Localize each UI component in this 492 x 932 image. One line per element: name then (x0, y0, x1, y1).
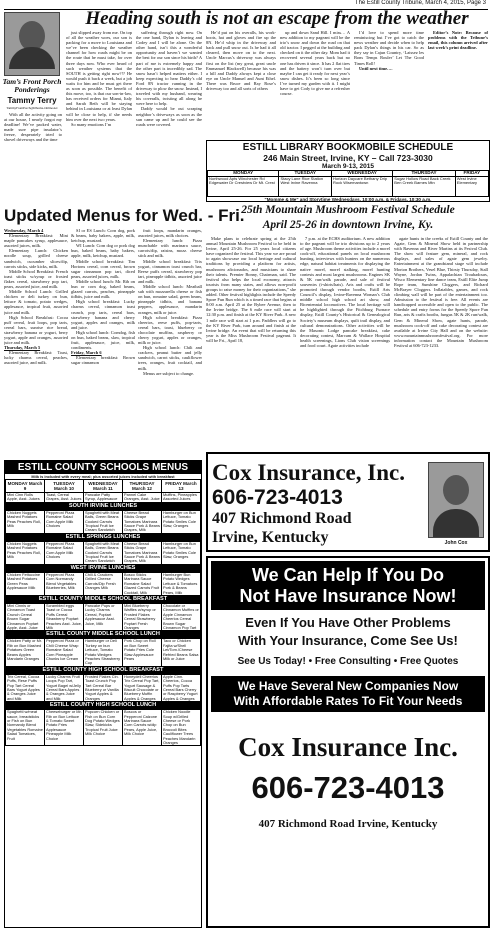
menu-cell: Pepperoni Pizza Corn Normandy Blend Vegetables Blueberries, Milk (45, 572, 84, 595)
menu-cell: Chicken Nuggets Mashed Potatoes Peas Peaches Roll, Milk (6, 541, 45, 564)
paragraph: So many emotions I’m (71, 121, 112, 127)
menu-cell: Lucky Charms Fruit Loops Pop Tart, Yogurt Bagel w/Jelly Cereal Bars Apples & Oranges Juice and Milk (45, 674, 84, 701)
paragraph: I’d love to spend more time reminiscing but I’ve got to catch the news weather and decide when to help pack Dylan’s things in his car. So as they say in Cajun Country, ‘Laissez les Bons Temps Rouler’ Let The Good Times Roll! (354, 30, 424, 66)
menu-cell: Hamburger on Bun Lettuce, Tomato Potato Smiles Cole Slaw, Oranges (162, 510, 201, 533)
ad1-photo-caption: John Cox (444, 540, 468, 546)
menu-section-title: ESTILL COUNTY MIDDLE SCHOOL BREAKFAST (6, 595, 201, 603)
menu-day: TUESDAY March 10 (45, 480, 84, 493)
menu-date-heading: Thursday, March 5 (4, 345, 41, 351)
menus-col3 (138, 228, 202, 460)
stops-tuesday: Stacy Lane Rice Station West Irvine Ravenna (279, 176, 332, 196)
menu-section-title: SOUTH IRVINE LUNCHES (6, 502, 201, 510)
ad2-line3: Even If You Have Other Problems (245, 615, 451, 630)
menu-section-title: ESTILL COUNTY HIGH SCHOOL LUNCH (6, 702, 201, 710)
bookmobile-footnote: "Momme & Me" and Storytime Wednesdays, 10:00 a.m. & Fridays, 10:30 a.m. (264, 196, 432, 202)
paragraph: Make plans to celebrate spring at the 25th annual Mountain Mushroom Festival to be held in Irvine, April 25-26. For 25 years local citizens have organized the festival. This year we are proud to again showcase our local heritage and cultural traditions by providing a platform for artists, mushroom aficionados, and musicians to share their talents. Premier Bonny, Chairman, said. The festival also helps the local economy, attracts tourists from many states, and allows non-profit groups to raise money for their organizations,” she added. Other festival highlights include the Speedy Spore Fun Run which is a timed race that begins at 8:00 a.m. April 25 at the Bybee Avenue, then to the Irvine bridge. The 6 mile race will start at 12:30 p.m. and finish at the KY River Park. A new 1 mile race will start at 1 p.m. Paddlers will go to the KY River Park, turn around and finish at the Irvine bridge. An event that will be returning this year is the Miss Mushroom Festival pageant. It will be Fri., April 18, (206, 236, 296, 343)
menu-cell: Spaghetti with Meat Balls, Green Beans Cooked Carrots Tropical Fruit Ice Cream Sandwich (84, 510, 123, 533)
day-friday: FRIDAY (455, 171, 488, 177)
paragraph: agate hunts in the creeks of Estill County and the Agate, Gem & Mineral Show held in partnership with Ravenna and River Martins at its Fesival Club. The show will feature gem, mineral, and rock displays, and sales of agate gem jewelry. Entertainment at the grandstand stage will include Morton Brothers, Vesel Blue, Thirsty Thursday, Stall Wayne, Jordan Twins, Appalachian Troubadours, Wisco Elementary line dance team, Estill Elite Jump Rope team, Sunshine Cloggers, and Richard McBrayer Cloggers. Inflatables, games, and rock climbing wall will be part of the entertainment too. Admission to the festival is free. All events are handicapped accessible and open to the public. The schedule and entry forms for the Speedy Spore Fun Run, arts & crafts booths, fungus 5K & 2K run/walk, Gem & Mineral Show, agate hunts, parade, mushroom cook-off and cake decorating contest are available at Irvine City Hall and on the website: www.mountainmushroomfestival.org. For more information contact the Mountain Mushroom Festival at 606-723-1233. (394, 236, 488, 348)
menu-cell: Chili & Crackers Grilled Cheese Carrots/Dip Fresh Oranges Milk (84, 572, 123, 595)
festival-title: 25th Mountain Mushroom Festival Schedule (241, 204, 455, 216)
shoulders-shape (433, 509, 479, 537)
menu-paragraph: Elementary breakfast: Brown sugar cinnamon (71, 355, 135, 366)
menus-col2 (71, 228, 135, 460)
menu-paragraph: High School Breakfast: Cocoa puff cereal, fruit loops, pop tarts, cereal bars, sunrise rice bread, strawberry banana or yogurt, berry yogurt, apple and oranges, assorted juice and milk. (4, 314, 68, 346)
menus-title: Updated Menus for Wed. - Fri. (4, 206, 245, 225)
menu-paragraph: Menus are subject to change. (143, 370, 195, 376)
stops-wednesday: Horizon Daycare Bethany Drip Rock Wisemantown (332, 176, 393, 196)
stops-row (208, 176, 489, 196)
menu-paragraph: High school breakfast: Lucky charms cereal, cinnamon toast crunch, pop tarts, cereal bars, strawberry banana and cherry yogurt, apples and oranges, milk and juice. (71, 299, 135, 330)
menus-col1 (4, 228, 68, 460)
column-col5 (280, 30, 350, 138)
column-col7 (428, 30, 488, 138)
menu-paragraph: Elementary lunch: Pizza munchable with marinara sauce, carrots/dip, raisins, mozz. cheese stick and milk. (138, 238, 202, 259)
menu-top-row (6, 493, 201, 503)
menu-cell: Hamburger Bun Potato Wedges Lettuce & Tomatoes Pork & Beans Pears, Milk (162, 572, 201, 595)
day-monday: MONDAY (208, 171, 279, 177)
menu-paragraph: High school lunch: Corndog, fish on bun, baked beans, slaw, tropical fruit, applesauce, juice, milk, condiments. (71, 329, 135, 351)
menu-section-row (6, 572, 201, 595)
ad2-address: 407 Richmond Road Irvine, Kentucky (258, 818, 438, 830)
menu-cell: Mini Cinnis or Cinnamon Toast Crunch Cereal Brown Sugar Cinnamon Poptart Apple, Asst. Juice (6, 603, 45, 630)
ad2-line5: See Us Today! • Free Consulting • Free Quotes (237, 656, 459, 667)
menu-day: THURSDAY March 12 (123, 480, 162, 493)
column-col1 (4, 112, 62, 200)
column-email: TammyFrontPorch@itlhome-Online.net (6, 106, 58, 110)
menu-paragraph: fruit loops, mandarin oranges, assorted juices, milk choices. (138, 228, 202, 239)
menu-cell: Pepperoni Pizza Romaine Salad Corn Apple Milk Choices (45, 541, 84, 564)
column-caption: Tam’s Front Porch Ponderings (2, 77, 62, 94)
menu-section-row (6, 510, 201, 533)
ad2-line6: We Have Several New Companies Now (237, 679, 459, 693)
menu-days-row (6, 480, 201, 493)
ad2-phone: 606-723-4013 (251, 770, 445, 805)
running-head: The Estill County Tribune, March 4, 2015, Page 3 (354, 0, 486, 6)
menu-cell: Cheese Bread Sticks Grape Tomatoes Marinara Sauce Pork & Beans Grapes, Milk (124, 509, 160, 533)
menu-cell: Chicken Fettuccine Mashed Potatoes Green Peas Applesauce Milk (6, 572, 45, 595)
school-menus-subtitle: Milk is included with every meal; plus assorted juices included with breakfast (31, 474, 175, 479)
school-menus-title: ESTILL COUNTY SCHOOLS MENUS (5, 461, 201, 474)
column-col2 (66, 30, 132, 200)
menu-section-row (6, 541, 201, 564)
menu-paragraph: Middle School Breakfast: French toast sticks w/syrup or frosted flakes cereal, strawberry pop tart, pears, assorted juice, and milk. (4, 268, 68, 290)
menu-cell: Popcorn Chicken or Fish on Bun Corn Dog Potato Wedges Slaw, Sidekicks Tropical Fruit Juice Milk Choice (84, 710, 123, 746)
menu-date-heading: Friday, March 6 (71, 350, 102, 356)
menu-cell: Muffins, Pineapples Assorted Juices (162, 493, 201, 503)
day-tuesday: TUESDAY (279, 171, 332, 177)
menu-section-title: ESTILL SPRINGS LUNCHES (6, 533, 201, 541)
paragraph: With all the activity going on at our house, I nearly forgot my deadline! We’ve packed water, made sure pipe insulator’s freeze, desperately tried to shovel driveways and the time (4, 112, 62, 143)
editors-note: Editor’s Note: Because of problems with the Tribune’s email, this column arrived after last week’s print deadline. (428, 30, 488, 51)
menu-paragraph: Elementary Breakfast: Mini maple pancakes syrup, applesauce, assorted juices, milk. (4, 233, 68, 249)
festival-col1 (206, 236, 296, 450)
menu-paragraph: Elementary Lunch: Chicken noodle soup, grilled cheese sandwich, cucumber slices/dip, carrots sticks, side kicks, milk. (4, 248, 68, 269)
menu-cell: Hamburger or Deli Turkey on bun Lettuce, Tomato Potato Wedges Peaches Strawberry Cup (84, 639, 123, 666)
menu-cell: Cheeseburger or Mr. Rib on Bun Lettuce & Tomato Sweet Potato Fries Applesauce Pineapple Milk Choice (45, 710, 84, 746)
menu-cell: Chicken Noodle Soup w/Grilled Cheese or Pork Chop on Bun Broccoli Bites Cauliflower Trees Peaches Mandarin Oranges (162, 710, 201, 746)
menu-paragraph: SI or ES Lunch: Corn dog, pork & beans, baby bakers, apple, milk, ketchup, mustard. (71, 228, 135, 244)
shoulders-shape (9, 47, 55, 69)
menu-day: MONDAY March 9 (6, 480, 45, 493)
day-wednesday: WEDNESDAY (332, 171, 393, 177)
school-menus (4, 460, 202, 928)
menu-paragraph: Elementary Breakfast: Toast, lucky charms cereal, peaches, assorted juice, and milk. (4, 350, 68, 366)
menu-cell: Frosted Flakes Cin. Toast Crunch Pop Tart Cereal Bar Blueberry or Vanilla Yogurt Apples & Oranges (84, 674, 123, 701)
menu-paragraph: High school breakfast: Pizza cheerios, reese puffs, pop-tarts, cereal bars, toast, blueberry or chocolate muffins, raspberry or cherry yogurt, apples or oranges, milk or juice. (138, 314, 202, 346)
menu-day: FRIDAY March 13 (162, 480, 201, 493)
bookmobile-box (206, 140, 490, 202)
menu-cell: Mini Cinn Rolls Apple, Asst. Juices (6, 493, 45, 503)
menu-cell: Mini Blueberry Waffles w/syrup or Frosted Flakes Cereal Strawberry Poptart Fresh Oranges (123, 603, 162, 630)
menu-paragraph: Middle School Lunch: Grilled chicken or deli turkey on bun, lettuce & tomato, potato wedges, applesauce, tropical fruit, assorted juice and milk. (4, 289, 68, 315)
paragraph: suffering through right now. On the one hand, Dylan is leaving and Codey and I will be alone. On the other hand, isn’t this a wonderful opportunity and haven’t we wanted the best for our son since his birth? A part of me is extremely happy and the other part is incredibly sad. The snow hasn’t helped matters either. I keep expecting to hear Daddy’s old Ford 8N tractor running in the driveway to plow the snow. Instead, I traveled with my husband, wearing his coveralls, twisting all along he were here to help. (136, 30, 202, 107)
menu-cell: Spaghetti with Meat Balls, Green Beans Cooked Carrots Tropical Fruit Ice Cream Sandwich (84, 541, 123, 564)
menu-cell: Chicken Patty or Mr. Rib on Bun Mashed Potatoes Green Beans Apples Mandarin Oranges (6, 639, 45, 666)
paragraph: Until next time…. (359, 65, 393, 71)
menu-cell: Pancake Pups or Lucky Charms Cereal, Poptart Applesauce Asst. Juice, Milk (84, 603, 123, 630)
stops-monday: Northwood Apts Winchester Rd Edgewater Dr Crestview Dr Mt. Crest (208, 176, 279, 196)
columnist-photo (4, 12, 60, 76)
menu-cell: Pork Chop on Roll on Bun Sweet Potato Fries Cole Slaw Applesauce Pears (123, 639, 162, 666)
menu-section-title: ESTILL COUNTY MIDDLE SCHOOL LUNCH (6, 631, 201, 639)
menu-cell: Pannel Cake Oranges, Asst. Juice (124, 492, 160, 502)
bookmobile-title: ESTILL LIBRARY BOOKMOBILE SCHEDULE (242, 142, 454, 153)
ad2-callout (211, 561, 485, 610)
ad2-line2: Not Have Insurance Now! (239, 586, 457, 606)
menu-cell: Boscos or Pepperoni Calzone Marinara Sauce Corn Carrots w/dip Pears, Apple Juice, Milk Choice (123, 710, 162, 746)
menu-paragraph: Middle school lunch: Mr. Rib on bun or corn dog, baked beans, glazed carrots, peaches, pineapple tidbits, juice and milk. (71, 278, 135, 300)
menu-cell: Pancake Patty Syrup, Applesauce (84, 493, 123, 503)
menu-paragraph: Middle school breakfast: Tim Hortons cereal, corn cereal, brown sugar cinnamon pop tart, diced pears, assorted juices, milk. (71, 258, 135, 279)
menu-section-row (6, 674, 201, 701)
menu-cell: Pepperoni Pizza or Chili Cheese Wrap Romaine Salad Corn Pineapple Chunks Ice Cream (45, 639, 84, 666)
menu-cell: Apple Cinn. Cheerios, Cocoa Puffs Pop Tarts Cereal Bars Cherry or Raspberry Yogurt Apples & Oranges (162, 674, 201, 701)
cox-ad-2 (206, 556, 490, 928)
school-menus-table (5, 479, 201, 746)
menu-paragraph: WI Lunch: Corn dog or pork dog bun, baked beans, baby bakers, apple, milk, ketchup, mustard. (71, 243, 135, 259)
column-col6 (354, 30, 424, 138)
face-shape (443, 475, 469, 505)
menu-cell: Pepperoni Pizza Romaine Salad Corn Apple Milk Choices (45, 510, 84, 533)
festival-col2 (300, 236, 390, 450)
paragraph: just slipped away from me. On top of all the weather woes, our son is packing for a move to Louisiana and we’ve been checking the weather channel for how roads might be on the route that he must take, for over three days now. Who ever heard of such weather systems that the SOUTH is getting right now?!? He would push it back a week, but a job waits for him and he must get there as soon as possible. The benefit of this move, too, is that our son-in-law, has received orders for Miami, Italy and Sarah Beth will be staying behind in Louisiana or at least Dylan will be close to help, if she needs him over the next two years. (66, 30, 132, 122)
menu-cell: Scrambled eggs Toast or Cocoa Puffs Cereal Strawberry Poptart Peaches Asst. Juice, Milk (46, 602, 82, 630)
menu-paragraph: Middle school lunch: Meatball sub with mozzarella cheese or fish on bun, romaine salad, green beans, pineapple tidbits, and banana peppers, applesauce, mandarin oranges, milk or juice. (138, 284, 202, 315)
ad1-name: Cox Insurance, Inc. (212, 460, 405, 485)
ad2-name: Cox Insurance Inc. (238, 732, 458, 762)
menu-cell: Bosco Sticks Marinara Sauce Romaine Salad Glazed Carrots Fruit Cocktail, Milk (123, 572, 162, 595)
bookmobile-dates: March 9-13, 2015 (321, 163, 375, 170)
menu-cell: Chocolate or Cinnamon Muffins or Apple Cinnamon Cheerios Cereal Brown Sugar Cinnamon Pop Tart (163, 602, 199, 630)
menu-section-row (6, 603, 201, 630)
paragraph: Daddy would be out scraping neighbor’s driveways as soon as the sun came up and he could see the roads were covered. (136, 106, 202, 127)
menu-cell: Spaghetti w/meat sauce, breadsticks or Fish on Bun Normandy Blend Vegetables Romaine Salad Tomatoes, Fruit (6, 710, 45, 746)
menu-section-row (6, 710, 201, 746)
ad2-line1: We Can Help If You Do (251, 565, 444, 585)
day-thursday: THURSDAY (393, 171, 455, 177)
paragraph: 7 p.m. at the ECHS auditorium. A new addition to the pageant will be trio divisions up to 2 years of age. Mushroom theme activities include a morel cook-off, educational panels on local mushroom hunting, interviews with hunters on the numerous edge, natural habitat treatments for displaying the native morel, morel stalking, morel hunting contests and most largest mushrooms. Engines SK & 5K run/walk parade, and sale of festival souvenirs (t-shirts/hats). Arts and crafts will be promoted through vendor booths, Estill Arts Council’s display, Irvine-Ravenna Woman’s Club middle school high school art show, and Bicentennial locomotives. The local heritage will be highlighted through the Fitchburg Furnace display, Estill County’s Historical & Genealogical Society’s museum displays, quilt trail display, and cultural demonstrations. Other activities will be the Masonic Lodge pancake breakfast, cake decorating contest, Marcum & Wallace Hospital health screenings, Lions Club vision screenings and food court. Agate activities include (300, 236, 390, 348)
menu-cell: Taco or Chicken Fajita w/Shell Let/Tom./Cheese Refried Beans Salsa Milk or Juice (162, 639, 201, 666)
menu-section-title: ESTILL COUNTY HIGH SCHOOL BREAKFAST (6, 666, 201, 674)
bookmobile-table (207, 170, 489, 197)
column-col3 (136, 30, 202, 200)
paragraph: up and down Sand Hill. I miss… A new addition to my pageant will be the trio’s snow and down the road on that old tractor. I pegged at the building and checked on it the other day. Mom had it recovered several years back but no one has driven it since. It has 2 flat tires and the battery won’t turn over but maybe I can get it ready for next year’s snow dishes. It’s been so long since I’ve turned my garden with it. I might have to get Cody to give me a refresher course. (280, 30, 350, 97)
menu-cell: Honeydell Cheerios Trix Cereal Pop Tart, Yogurt Sausage & Biscuit Chocolate or Blueberry Muffin Apples & Oranges (123, 674, 162, 701)
ad1-address1: 407 Richmond Road (212, 510, 352, 527)
menu-date-heading: Wednesday, March 4 (4, 228, 44, 233)
bookmobile-address: 246 Main Street, Irvine, KY – Call 723-3030 (263, 153, 433, 163)
ad1-photo (428, 462, 484, 538)
ad2-line4: With Your Insurance, Come See Us! (238, 633, 458, 648)
ad2-line7: With Affordable Rates To Fit Your Needs (233, 694, 463, 708)
headline: Heading south is not an escape from the weather (85, 8, 469, 29)
paragraph: He’d put on his overalls, his work-boots, hat and gloves and fire up the 8N. He’d whip in the driveway and back and pull snow out. Is he had it all cleared, then move on to the next. Uncle Marcus’s driveway was always first on the list (my great, great uncle Emmanuel Blackwell) because his was a hill and Daddy always kept a close eye on Uncle Manuel and Aunt Ethel. There was Bruce and Ray Rose’s driveway too and all sorts of others (206, 30, 276, 92)
ad1-phone: 606-723-4013 (212, 486, 343, 509)
menu-paragraph: High school lunch: Chili and crackers, peanut butter and jelly sandwich, carrot sticks, cauliflower trees, oranges, fruit cocktail, and milk. (138, 345, 202, 371)
festival-subtitle: April 25-26 in downtown Irvine, Ky. (262, 219, 434, 231)
menu-section-title: WEST IRVINE LUNCHES (6, 564, 201, 572)
menu-cell: Toast, Cereal Grapes, Asst. Juices (45, 493, 84, 503)
cox-ad-1 (206, 452, 490, 552)
menu-cell: Trix Cereal, Cocoa Puffs, Rese Puffs Pop Tart Cereal Bars Yogurt Apples & Oranges Juice and Milk (6, 674, 45, 701)
stops-friday: West Irvine Elementary (455, 176, 488, 196)
column-author: Tammy Terry (7, 96, 57, 105)
menu-cell: Cheese Bread Sticks Grape Tomatoes Marinara Sauce Pork & Beans Grapes, Milk (124, 540, 160, 564)
menu-day: WEDNESDAY March 11 (84, 480, 123, 493)
festival-col3 (394, 236, 488, 450)
menu-cell: Hamburger on Bun Lettuce, Tomato Potato Smiles Cole Slaw, Oranges (162, 541, 201, 564)
ad1-address2: Irvine, Kentucky (212, 529, 329, 546)
column-col4 (206, 30, 276, 138)
menu-paragraph: Middle school breakfast: Trix yogurt, cinnamon toast crunch bar, Reese puffs cereal, strawberry pop tart, pineapple tidbits, assorted juice and milk. (138, 258, 202, 284)
stops-thursday: Sugar Hollow Road Back Creek Ben Creek Barnes Mtn (393, 176, 455, 196)
menu-section-row (6, 639, 201, 666)
menu-cell: Chicken Nuggets Mashed Potatoes Peas Peaches Roll, Milk (6, 510, 45, 533)
ad2-highlight (211, 676, 485, 712)
